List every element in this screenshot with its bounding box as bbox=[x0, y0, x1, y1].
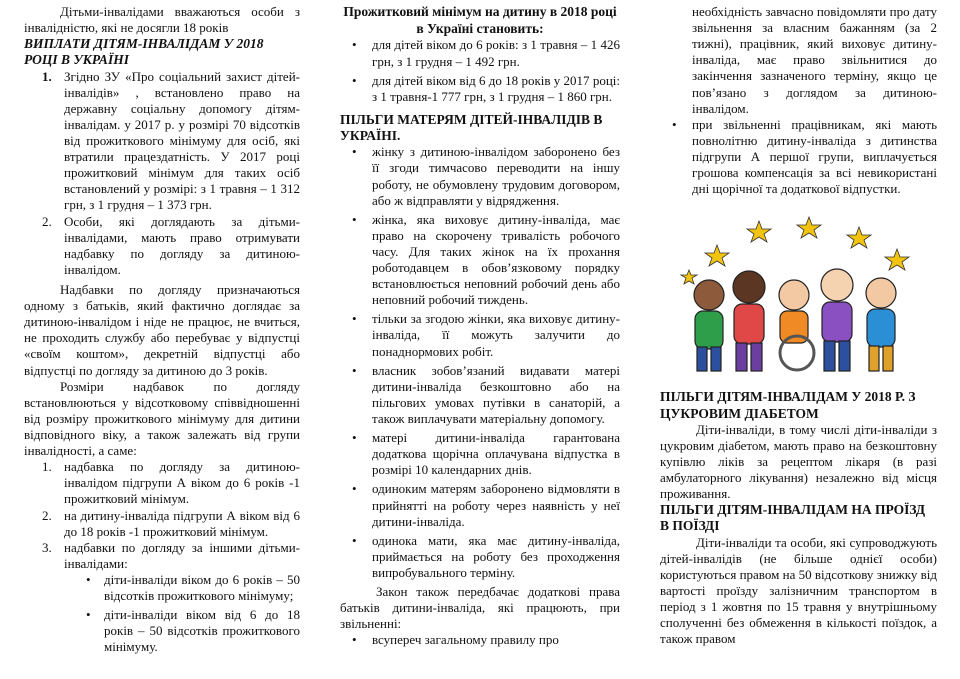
item-text: для дітей віком від 6 до 18 років у 2017 році: з 1 травня-1 777 грн, з 1 грудня – 1 860 грн. bbox=[372, 72, 620, 104]
bullet-icon: • bbox=[352, 481, 357, 497]
item-text: для дітей віком до 6 років: з 1 травня – 1 426 грн, з 1 грудня – 1 492 грн. bbox=[372, 37, 620, 69]
bullet-icon: • bbox=[352, 211, 357, 227]
paragraph-dismissal-rights: Закон також передбачає додаткові права батьків дитини-інваліда, які працюють, при звільненні: bbox=[340, 584, 620, 632]
bullet-icon: • bbox=[86, 607, 91, 623]
paragraph-care-allowance: Надбавки по догляду призначаються одному з батьків, який фактично доглядає за дитиною-інвалідом і ніде не працює, не вчиться, не проходить службу або перебуває у відпустці «своїм коштом», декретній відпустці або відпустці по догляду за дитиною до 3 років. bbox=[24, 282, 300, 378]
star-icon bbox=[681, 270, 697, 284]
item-text: одиноким матерям заборонено відмовляти в прийнятті на роботу через наявність у неї дитини-інваліда. bbox=[372, 481, 620, 529]
bullet-icon: • bbox=[352, 362, 357, 378]
item-text: жінку з дитиною-інвалідом заборонено без її згоди тимчасово переводити на іншу роботу, не обумовлену трудовим договором, або ж відправляти у відрядження. bbox=[372, 144, 620, 208]
item-number: 2. bbox=[42, 213, 52, 229]
item-text: при звільненні працівникам, які мають повнолітню дитину-інваліда з дитинства підгрупи А першої групи, виплачується грошова компенсація за всі невикористані дні щорічної та додаткової відпустки. bbox=[692, 116, 937, 197]
item-text: Особи, які доглядають за дітьми-інвалідами, мають право отримувати надбавку по догляду за дитиною-інвалідом. bbox=[64, 213, 300, 277]
list-item bbox=[24, 508, 300, 540]
heading-train-benefits: ПІЛЬГИ ДІТЯМ-ІНВАЛІДАМ НА ПРОЇЗД В ПОЇЗДІ bbox=[660, 502, 925, 534]
item-number: 1. bbox=[42, 68, 52, 84]
list-item bbox=[340, 37, 620, 69]
star-icon bbox=[705, 245, 729, 266]
list-item bbox=[340, 212, 620, 309]
heading-payments: ВИПЛАТИ ДІТЯМ-ІНВАЛІДАМ У 2018 РОЦІ В УКРАЇНІ bbox=[24, 36, 264, 68]
list-item bbox=[24, 459, 300, 507]
bullet-icon: • bbox=[352, 311, 357, 327]
star-icon bbox=[885, 249, 909, 270]
bullet-icon: • bbox=[672, 116, 677, 132]
paragraph-allowance-size: Розміри надбавок по догляду встановлюються у відсотковому співвідношенні від розміру прожиткового мінімуму для дитини відповідного віку, а також залежать від групи інвалідності, а саме: bbox=[24, 378, 300, 459]
item-text: тільки за згодою жінки, яка виховує дитину-інваліда, її можуть залучити до понаднормових робіт. bbox=[372, 311, 620, 359]
item-number: 2. bbox=[42, 507, 52, 523]
item-text: одинока мати, яка має дитину-інваліда, приймається на роботу без проходження випробувального терміну. bbox=[372, 532, 620, 581]
star-icon bbox=[797, 217, 821, 238]
bullet-icon: • bbox=[86, 571, 91, 587]
item-number: 3. bbox=[42, 539, 52, 555]
intro-text: Дітьми-інвалідами вважаються особи з інвалідністю, які не досягли 18 років bbox=[24, 4, 300, 36]
list-item bbox=[340, 533, 620, 581]
bullet-icon: • bbox=[352, 72, 357, 88]
item-text: жінка, яка виховує дитину-інваліда, має право на скорочену тривалість робочого часу. Для таких жінок на їх прохання роботодавцем в обов’язковому порядку встановлюється неповний робочий день або неповний робочий тиждень. bbox=[372, 211, 620, 308]
allowance-list bbox=[24, 459, 300, 572]
heading-mothers-benefits: ПІЛЬГИ МАТЕРЯМ ДІТЕЙ-ІНВАЛІДІВ В УКРАЇНІ. bbox=[340, 111, 603, 144]
list-item bbox=[24, 214, 300, 278]
compensation-list bbox=[660, 117, 937, 198]
item-text: всупереч загальному правилу про bbox=[372, 632, 559, 648]
list-item bbox=[340, 481, 620, 529]
list-item bbox=[24, 69, 300, 214]
column-left bbox=[24, 4, 300, 679]
bullet-icon: • bbox=[352, 632, 357, 648]
column-middle bbox=[340, 4, 620, 679]
column-right bbox=[660, 4, 937, 679]
paragraph-train: Діти-інваліди та особи, які супроводжують дітей-інвалідів (не більше однієї особи) користуються правом на 50 відсоткову знижку від вартості проїзду залізничним транспортом в період з 1 жовтня по 15 травня у внутрішньому сполученні без обмеження в кількості поїздок, а також правом bbox=[660, 534, 937, 647]
bullet-icon: • bbox=[352, 37, 357, 53]
bullet-icon: • bbox=[352, 144, 357, 160]
list-item bbox=[340, 73, 620, 105]
mothers-benefits-list bbox=[340, 144, 620, 581]
item-text: матері дитини-інваліда гарантована додаткова щорічна оплачувана відпустка в розмірі 10 календарних днів. bbox=[372, 430, 620, 478]
sub-list bbox=[24, 572, 300, 656]
item-text: діти-інваліди віком до 6 років – 50 відсотків прожиткового мінімуму; bbox=[104, 571, 300, 604]
item-text: Згідно ЗУ «Про соціальний захист дітей-інвалідів» , встановлено право на державну соціальну допомогу дітям-інвалідам. у 2017 р. у розмірі 70 відсотків від прожиткового мінімуму для осіб, які втратили працездатність. У 2017 році прожитковий мінімум для таких осіб встановлений у розмірі: з 1 травня – 1 312 грн, з 1 грудня – 1 373 грн. bbox=[64, 68, 300, 213]
list-item bbox=[24, 607, 300, 655]
heading-diabetes-benefits: ПІЛЬГИ ДІТЯМ-ІНВАЛІДАМ У 2018 Р. З ЦУКРОВИМ ДІАБЕТОМ bbox=[660, 389, 916, 421]
children-illustration bbox=[669, 215, 929, 375]
star-icon bbox=[847, 227, 871, 248]
paragraph-diabetes: Діти-інваліди, в тому числі діти-інваліди з цукровим діабетом, мають право на безкоштовну купівлю ліків за рецептом лікаря (в разі амбулаторного лікування) незалежно від місця проживання. bbox=[660, 421, 937, 502]
list-item bbox=[340, 144, 620, 208]
dismissal-list bbox=[340, 632, 620, 648]
list-item bbox=[340, 311, 620, 359]
list-item bbox=[340, 363, 620, 427]
list-item bbox=[340, 632, 620, 648]
list-item bbox=[660, 117, 937, 198]
star-icon bbox=[747, 221, 771, 242]
item-text: діти-інваліди віком від 6 до 18 років – 50 відсотків прожиткового мінімуму. bbox=[104, 607, 300, 655]
payments-list bbox=[24, 69, 300, 278]
item-text: надбавка по догляду за дитиною-інвалідом підгрупи А віком до 6 років -1 прожитковий мінімум. bbox=[64, 459, 300, 507]
item-text: власник зобов’язаний видавати матері дитини-інваліда безкоштовно або на пільгових умовах путівки в санаторій, а також виплачувати матеріальну допомогу. bbox=[372, 362, 620, 427]
list-item bbox=[24, 572, 300, 604]
list-item bbox=[24, 540, 300, 572]
minimum-list bbox=[340, 37, 620, 104]
item-number: 1. bbox=[42, 459, 52, 475]
bullet-icon: • bbox=[352, 430, 357, 446]
list-item bbox=[340, 430, 620, 478]
heading-subsistence-minimum: Прожитковий мінімум на дитину в 2018 році в Україні становить: bbox=[343, 4, 617, 36]
item-text: надбавки по догляду за іншими дітьми-інвалідами: bbox=[64, 539, 300, 571]
item-text: на дитину-інваліда підгрупи А віком від 6 до 18 років -1 прожитковий мінімум. bbox=[64, 507, 300, 539]
continued-text: необхідність завчасно повідомляти про дату звільнення за власним бажанням (за 2 тижні), працівник, який виховує дитину-інваліда, має право звільнитися до закінчення зазначеного терміну, якщо це пов’язано з доглядом за дитиною-інвалідом. bbox=[692, 4, 937, 116]
bullet-icon: • bbox=[352, 532, 357, 548]
